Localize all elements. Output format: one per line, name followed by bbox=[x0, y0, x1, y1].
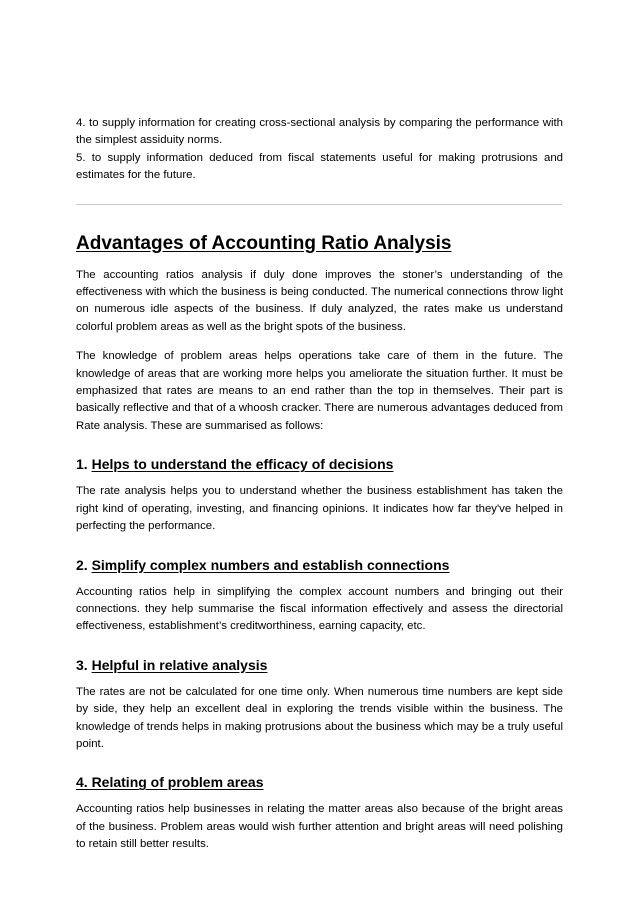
section-body-3: The rates are not be calculated for one time only. When numerous time numbers are kept side by side, they help an excellent deal in exploring the trends visible within the business. The knowledge of trends helps in making protrusions about the business which may be a truly useful point. bbox=[76, 685, 563, 750]
intro-item-5: 5. to supply information deduced from fiscal statements useful for making protrusions and estimates for the future. bbox=[76, 151, 563, 182]
intro-paragraph-2: The knowledge of problem areas helps operations take care of them in the future. The knowledge of areas that are working more helps you ameliorate the situation further. It must be emphasized that rates are means to an end rather than the top in themselves. Their part is basically reflective and that of a whoosh cracker. There are numerous advantages deduced from Rate analysis. These are summarised as follows: bbox=[76, 350, 563, 432]
section-number: 1. bbox=[76, 456, 92, 473]
section-heading-text: Helpful in relative analysis bbox=[91, 656, 268, 673]
section-body-1: The rate analysis helps you to understand whether the business establishment has taken the right kind of operating, investing, and financing opinions. It indicates how far they've helped in perfecting the performance. bbox=[76, 485, 563, 533]
section-heading-1 bbox=[76, 455, 563, 473]
intro-paragraph-1: The accounting ratios analysis if duly done improves the stoner’s understanding of the effectiveness with which the business is being conducted. The numerical connections throw light on numerous idle aspects of the business. If duly analyzed, the rates make us understand colorful problem areas as well as the bright spots of the business. bbox=[76, 268, 563, 333]
section-heading-text: Helps to understand the efficacy of decisions bbox=[91, 456, 394, 473]
section-number: 3. bbox=[76, 656, 92, 673]
intro-list bbox=[76, 115, 563, 185]
horizontal-divider bbox=[76, 204, 562, 205]
section-number: 2. bbox=[76, 556, 92, 573]
section-heading-3 bbox=[76, 656, 563, 674]
section-body-4: Accounting ratios help businesses in relating the matter areas also because of the bright areas of the business. Problem areas would wish further attention and bright areas will need polishing to retain still better results. bbox=[76, 803, 563, 851]
document-page bbox=[76, 115, 563, 854]
section-heading-text: 4. Relating of problem areas bbox=[76, 774, 264, 791]
section-heading-2 bbox=[76, 556, 563, 574]
intro-item-4: 4. to supply information for creating cross-sectional analysis by comparing the performance with the simplest assiduity norms. bbox=[76, 117, 563, 147]
article-title: Advantages of Accounting Ratio Analysis bbox=[76, 232, 452, 254]
section-body-2: Accounting ratios help in simplifying the complex account numbers and bringing out their connections. they help summarise the fiscal information effectively and assess the directorial effectiveness, establishment’s creditworthiness, earning capacity, etc. bbox=[76, 585, 563, 633]
section-heading-text: Simplify complex numbers and establish connections bbox=[91, 556, 450, 573]
section-heading-4 bbox=[76, 773, 563, 791]
